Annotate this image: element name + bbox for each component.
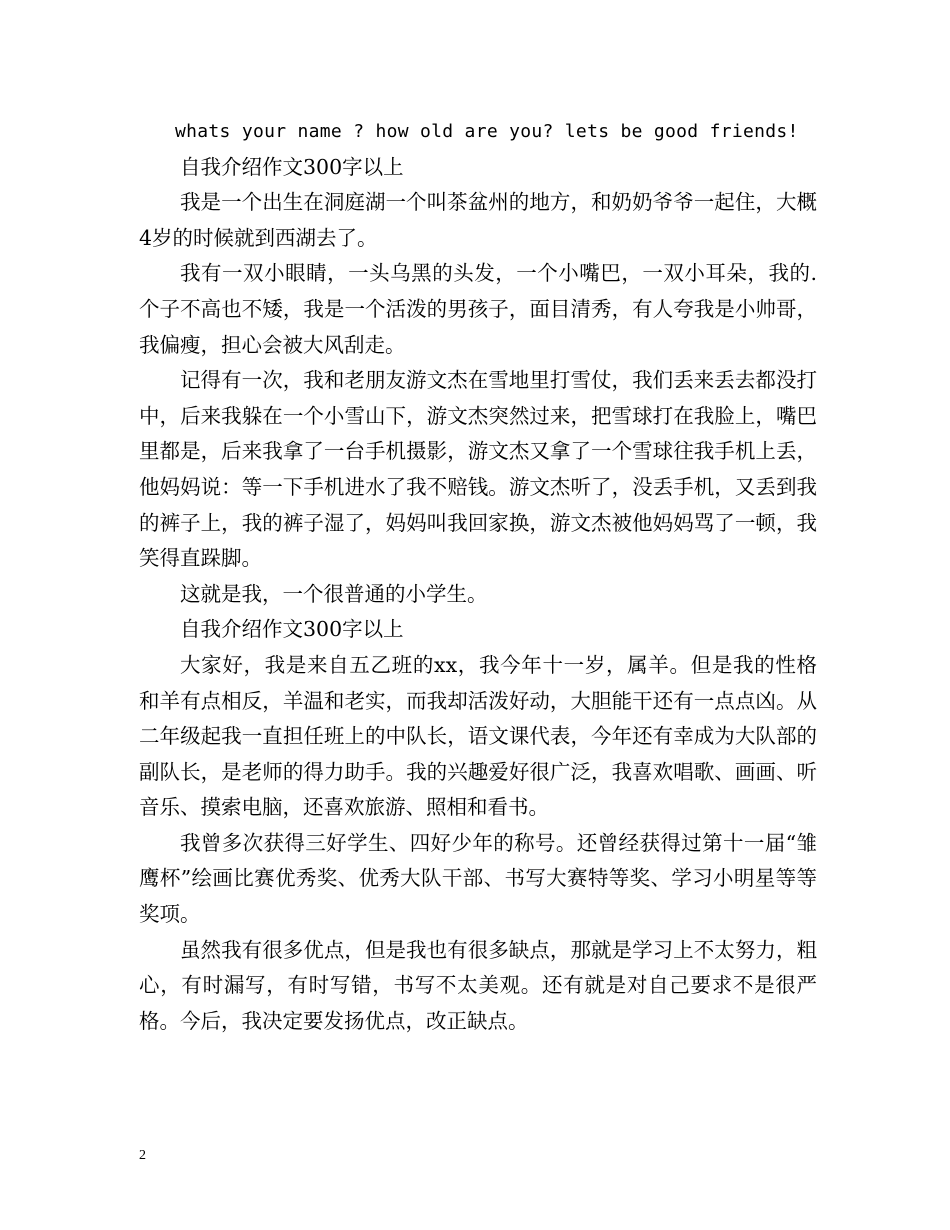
body-paragraph: 我有一双小眼睛，一头乌黑的头发，一个小嘴巴，一双小耳朵，我的.个子不高也不矮，我是一个活泼的男孩子，面目清秀，有人夸我是小帅哥，我偏瘦，担心会被大风刮走。	[139, 261, 817, 357]
body-paragraph: 大家好，我是来自五乙班的xx，我今年十一岁，属羊。但是我的性格和羊有点相反，羊温和老实，而我却活泼好动，大胆能干还有一点点凶。从二年级起我一直担任班上的中队长，语文课代表，今年还有幸成为大队部的副队长，是老师的得力助手。我的兴趣爱好很广泛，我喜欢唱歌、画画、听音乐、摸索电脑，还喜欢旅游、照相和看书。	[139, 652, 817, 820]
body-paragraph: 我曾多次获得三好学生、四好少年的称号。还曾经获得过第十一届“雏鹰杯”绘画比赛优秀奖、优秀大队干部、书写大赛特等奖、学习小明星等等奖项。	[139, 830, 817, 927]
body-paragraph: 这就是我，一个很普通的小学生。	[180, 581, 488, 606]
page-number: 2	[139, 1148, 146, 1163]
body-paragraph: 虽然我有很多优点，但是我也有很多缺点，那就是学习上不太努力，粗心，有时漏写，有时写错，书写不太美观。还有就是对自己要求不是很严格。今后，我决定要发扬优点，改正缺点。	[139, 937, 817, 1033]
body-paragraph: 记得有一次，我和老朋友游文杰在雪地里打雪仗，我们丢来丢去都没打中，后来我躲在一个小雪山下，游文杰突然过来，把雪球打在我脸上，嘴巴里都是，后来我拿了一台手机摄影，游文杰又拿了一个雪球往我手机上丢，他妈妈说：等一下手机进水了我不赔钱。游文杰听了，没丢手机，又丢到我的裤子上，我的裤子湿了，妈妈叫我回家换，游文杰被他妈妈骂了一顿，我笑得直跺脚。	[139, 368, 817, 571]
english-greeting-paragraph: whats your name ? how old are you? lets be good friends!	[175, 121, 799, 142]
essay-heading: 自我介绍作文300字以上	[180, 617, 404, 642]
body-paragraph: 我是一个出生在洞庭湖一个叫茶盆州的地方，和奶奶爷爷一起住，大概4岁的时候就到西湖去了。	[139, 190, 817, 250]
document-body	[139, 114, 817, 1039]
essay-heading: 自我介绍作文300字以上	[180, 154, 404, 179]
